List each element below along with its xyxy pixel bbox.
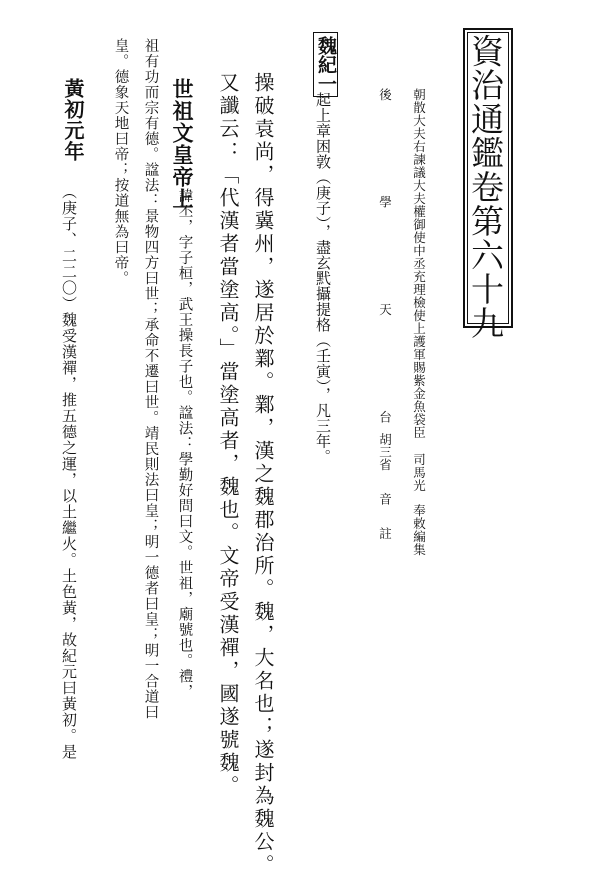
- annotator-char: 後: [377, 88, 393, 101]
- annotator-char: 音: [377, 492, 393, 505]
- commentary-line: 諱丕，字子桓，武王操長子也。諡法：學勤好問曰文。世祖，廟號也。禮，: [176, 188, 193, 700]
- annotator-char: 天: [377, 303, 393, 316]
- compiler-byline: [412, 88, 425, 556]
- main-text-line: 操破袁尚，得冀州，遂居於鄴。鄴，漢之魏郡治所。魏，大名也；遂封為魏公。: [251, 72, 275, 877]
- annotator-char: 註: [377, 527, 393, 540]
- annotator-byline: [378, 88, 391, 540]
- main-text-line: 又讖云：「代漢者當塗高。」當塗高者，魏也。文帝受漢禪，國遂號魏。: [216, 72, 240, 798]
- annotator-name: 胡三省: [377, 433, 393, 471]
- annotator-char: 學: [377, 195, 393, 208]
- annotator-char: 台: [377, 410, 393, 423]
- compiler-name: 司馬光: [411, 453, 427, 492]
- chapter-label: 魏紀一: [313, 32, 338, 97]
- year-note: （庚子、二二〇）魏受漢禪，推五德之運，以土繼火。土色黃，故紀元曰黃初。是: [60, 184, 78, 760]
- emperor-heading: 世祖文皇帝上: [170, 78, 195, 210]
- book-title: 資治通鑑卷第六十九: [466, 34, 505, 340]
- compiler-role: 奉敕編集: [411, 504, 427, 556]
- commentary-line: 祖有功而宗有德。諡法：景物四方曰世；承命不遷曰世。靖民則法曰皇；明一德者曰皇；明一合道曰: [142, 38, 159, 720]
- chapter-span-note: 起上章困敦（庚子），盡玄黓攝提格（壬寅），凡三年。: [314, 92, 332, 465]
- year-heading: 黃初元年: [61, 78, 85, 162]
- commentary-line: 皇。德象天地曰帝；按道無為曰帝。: [112, 38, 129, 286]
- compiler-office: 朝散大夫右諫議大夫權御使中丞充理檢使上護軍賜紫金魚袋臣: [411, 88, 427, 439]
